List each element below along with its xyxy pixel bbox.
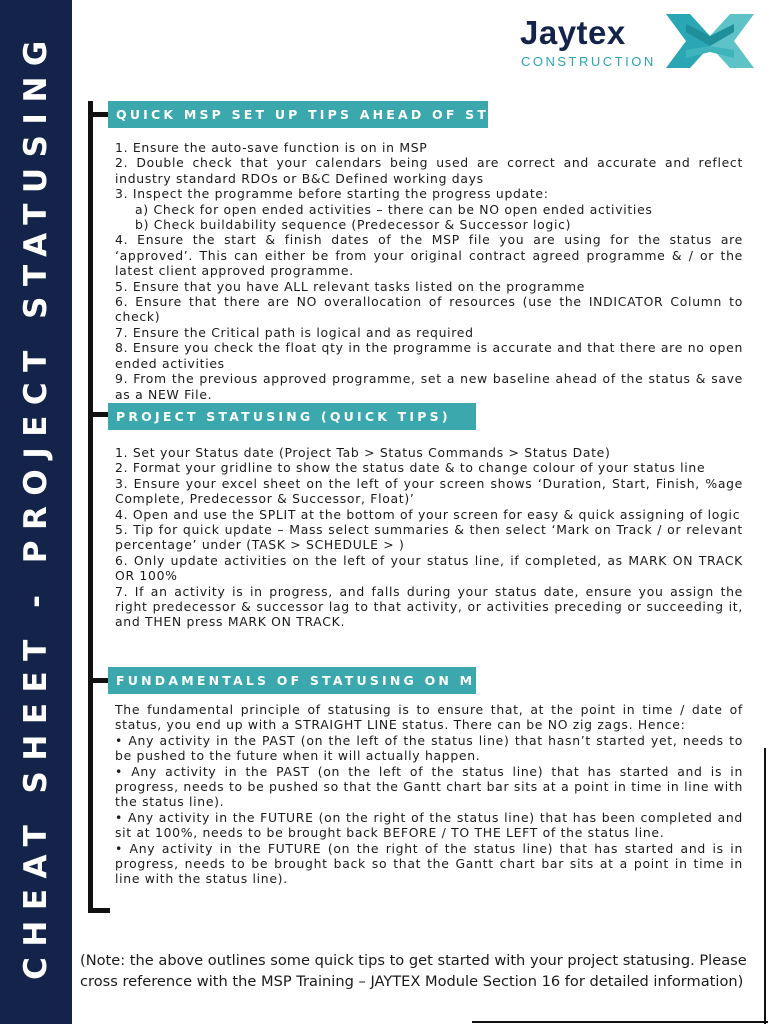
footnote: (Note: the above outlines some quick tips to get started with your project statusing. Please cross reference with the MSP Training – JAYTEX Module Section 16 for detailed information) bbox=[80, 952, 747, 990]
jaytex-logo-mark-icon bbox=[664, 10, 756, 72]
list-item: 8. Ensure you check the float qty in the programme is accurate and that there are no open ended activities bbox=[115, 340, 743, 371]
divider bbox=[764, 748, 766, 1024]
side-title: CHEAT SHEET - PROJECT STATUSING bbox=[18, 30, 54, 980]
section-header-msp-setup: QUICK MSP SET UP TIPS AHEAD OF STATUSING bbox=[108, 101, 488, 128]
list-item: 9. From the previous approved programme, set a new baseline ahead of the status & save as a NEW File. bbox=[115, 371, 743, 402]
section-header-fundamentals: FUNDAMENTALS OF STATUSING ON MSP bbox=[108, 667, 476, 694]
logo bbox=[520, 10, 758, 74]
section-msp-setup-list bbox=[115, 140, 743, 402]
list-item: 1. Ensure the auto-save function is on in MSP bbox=[115, 140, 428, 155]
list-item: 2. Format your gridline to show the status date & to change colour of your status line bbox=[115, 460, 706, 476]
list-item: • Any activity in the FUTURE (on the right of the status line) that has been completed and sit at 100%, needs to be brought back BEFORE / TO THE LEFT of the status line. bbox=[115, 809, 743, 841]
bracket-tick bbox=[88, 412, 110, 417]
list-item: 5. Tip for quick update – Mass select summaries & then select ‘Mark on Track / or relevant percentage’ under (TASK > SCHEDULE > ) bbox=[115, 522, 743, 553]
list-item: 1. Set your Status date (Project Tab > Status Commands > Status Date) bbox=[115, 445, 611, 460]
bracket-line bbox=[88, 101, 93, 912]
list-item: • Any activity in the PAST (on the left of the status line) that hasn’t started yet, needs to be pushed to the future when it will actually happen. bbox=[115, 732, 743, 764]
divider bbox=[472, 1021, 768, 1023]
list-item: The fundamental principle of statusing is to ensure that, at the point in time / date of status, you end up with a STRAIGHT LINE status. There can be NO zig zags. Hence: bbox=[115, 702, 743, 733]
list-item: • Any activity in the PAST (on the left of the status line) that has started and is in progress, needs to be pushed so that the Gantt chart bar sits at a point in time in line with the status line). bbox=[115, 763, 743, 810]
sidebar bbox=[0, 0, 72, 1024]
list-item: 6. Only update activities on the left of your status line, if completed, as MARK ON TRACK OR 100% bbox=[115, 552, 743, 584]
list-item: 7. If an activity is in progress, and falls during your status date, ensure you assign the right predecessor & successor lag to that activity, or activities preceding or succeeding it, and THEN press MARK ON TRACK. bbox=[115, 583, 743, 630]
list-item: 2. Double check that your calendars being used are correct and accurate and reflect industry standard RDOs or B&C Defined working days bbox=[115, 155, 743, 186]
logo-subtitle: CONSTRUCTION bbox=[521, 54, 656, 69]
list-item: 5. Ensure that you have ALL relevant tasks listed on the programme bbox=[115, 278, 586, 294]
section-statusing-tips-list bbox=[115, 445, 743, 630]
section-fundamentals-list bbox=[115, 702, 743, 887]
list-subitem: b) Check buildability sequence (Predecessor & Successor logic) bbox=[135, 217, 572, 233]
list-item: 6. Ensure that there are NO overallocation of resources (use the INDICATOR Column to check) bbox=[115, 294, 743, 325]
list-item: 3. Inspect the programme before starting the progress update: bbox=[115, 186, 549, 202]
logo-name: Jaytex bbox=[520, 14, 626, 51]
list-item: 4. Open and use the SPLIT at the bottom of your screen for easy & quick assigning of logic bbox=[115, 506, 741, 522]
list-item: 4. Ensure the start & finish dates of the MSP file you are using for the status are ‘approved’. This can either be from your original contract agreed programme & / or the latest client approved programme. bbox=[115, 232, 743, 279]
list-item: 7. Ensure the Critical path is logical and as required bbox=[115, 324, 474, 340]
bracket-tick bbox=[88, 908, 110, 913]
list-item: 3. Ensure your excel sheet on the left of your screen shows ‘Duration, Start, Finish, %age Complete, Predecessor & Successor, Float)’ bbox=[115, 475, 743, 507]
bracket-tick bbox=[88, 678, 110, 683]
list-item: • Any activity in the FUTURE (on the right of the status line) that has started and is in progress, needs to be brought back so that the Gantt chart bar sits at a point in time in line with the status line). bbox=[115, 840, 743, 887]
list-subitem: a) Check for open ended activities – there can be NO open ended activities bbox=[135, 201, 653, 217]
bracket-tick bbox=[88, 112, 110, 117]
section-header-statusing-tips: PROJECT STATUSING (QUICK TIPS) bbox=[108, 403, 476, 430]
